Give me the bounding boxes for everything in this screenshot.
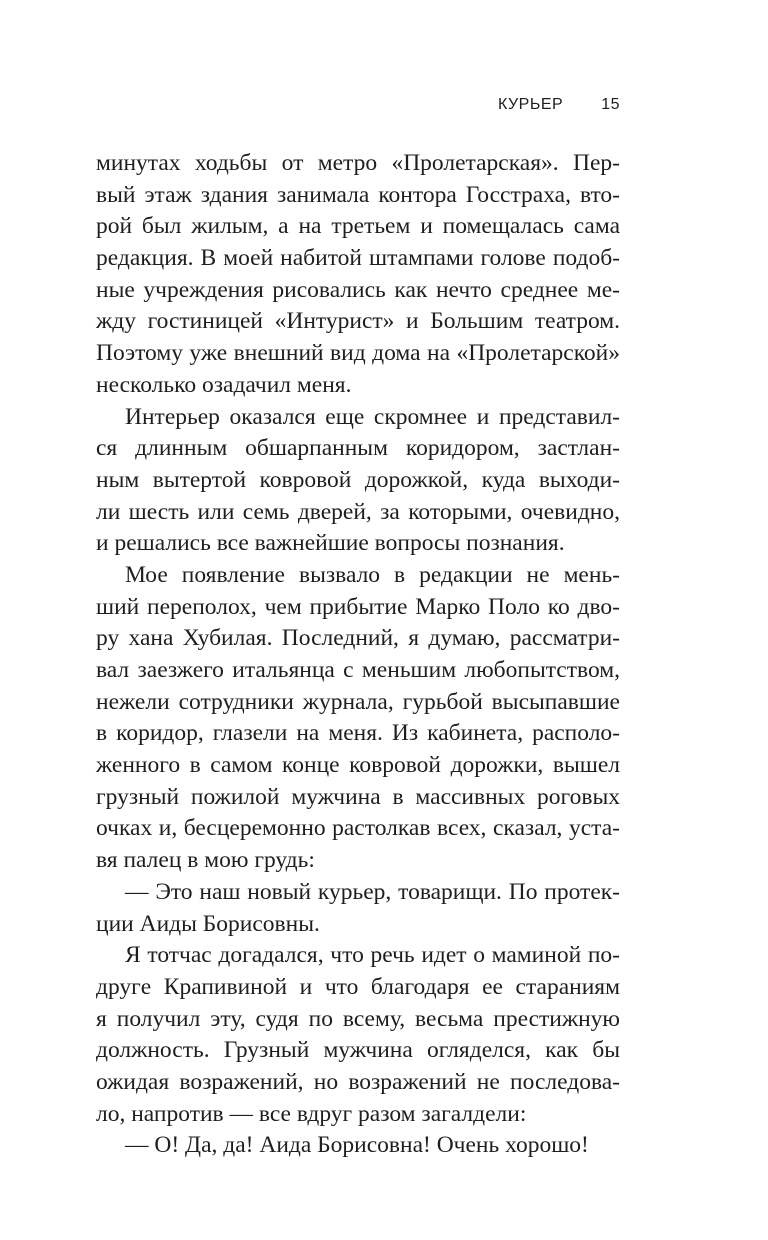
text-line: ожидая возражений, но возражений не последова- bbox=[96, 1068, 620, 1095]
text-line: другe Крапивиной и что благодаря ее стараниям bbox=[96, 973, 620, 1000]
running-header bbox=[498, 96, 620, 114]
text-line: — О! Да, да! Аида Борисовна! Очень хорошо! bbox=[125, 1132, 589, 1159]
text-line: жду гостиницей «Интурист» и Большим театром. bbox=[96, 308, 620, 335]
text-line: должность. Грузный мужчина огляделся, как бы bbox=[96, 1037, 620, 1064]
paragraph-2 bbox=[96, 402, 620, 560]
text-line: минутах ходьбы от метро «Пролетарская». Пер- bbox=[96, 150, 620, 176]
text-line: Я тотчас догадался, что речь идет о маминой по- bbox=[125, 942, 620, 969]
text-line: ные учреждения рисовались как нечто среднее ме- bbox=[96, 276, 620, 303]
text-line: женного в самом конце ковровой дорожки, вышел bbox=[96, 752, 620, 779]
text-line: редакция. В моей набитой штампами голове подоб- bbox=[96, 245, 620, 272]
text-line: несколько озадачил меня. bbox=[96, 371, 352, 398]
text-line: рой был жилым, а на третьем и помещалась сама bbox=[96, 213, 620, 240]
text-line: я получил эту, судя по всему, весьма престижную bbox=[96, 1005, 620, 1032]
text-line: нежели сотрудники журнала, гурьбой высыпавшие bbox=[96, 688, 620, 715]
text-line: очках и, бесцеремонно растолкав всех, сказал, уста- bbox=[96, 815, 620, 842]
paragraph-1 bbox=[96, 148, 620, 402]
text-line: вал заезжего итальянца с меньшим любопытством, bbox=[96, 657, 620, 683]
text-line: — Это наш новый курьер, товарищи. По протек- bbox=[125, 878, 620, 905]
text-line: ции Аиды Борисовны. bbox=[96, 910, 320, 937]
text-line: грузный пожилой мужчина в массивных роговых bbox=[96, 783, 620, 810]
text-line: Мое появление вызвало в редакции не мень- bbox=[125, 561, 620, 588]
paragraph-4 bbox=[96, 877, 620, 940]
paragraph-6 bbox=[96, 1130, 620, 1162]
body-text bbox=[96, 148, 620, 1162]
text-line: ло, напротив — все вдруг разом загалдели: bbox=[96, 1100, 527, 1127]
running-title: КУРЬЕР bbox=[498, 96, 564, 113]
page-number: 15 bbox=[601, 96, 620, 113]
text-line: ший переполох, чем прибытие Марко Поло ко дво- bbox=[96, 593, 620, 620]
text-line: ли шесть или семь дверей, за которыми, очевидно, bbox=[96, 498, 620, 525]
text-line: и решались все важнейшие вопросы познания. bbox=[96, 530, 565, 557]
text-line: ным вытертой ковровой дорожкой, куда выходи- bbox=[96, 466, 620, 493]
text-line: вя палец в мою грудь: bbox=[96, 847, 315, 874]
text-line: ру хана Хубилая. Последний, я думаю, рассматри- bbox=[96, 625, 620, 652]
text-line: в коридор, глазели на меня. Из кабинета, располо- bbox=[96, 720, 620, 747]
paragraph-3 bbox=[96, 560, 620, 877]
text-line: ся длинным обшарпанным коридором, застлан- bbox=[96, 435, 620, 462]
paragraph-5 bbox=[96, 940, 620, 1130]
text-line: Поэтому уже внешний вид дома на «Пролетарской» bbox=[96, 340, 620, 367]
text-line: вый этаж здания занимала контора Госстраха, вто- bbox=[96, 181, 620, 208]
text-line: Интерьер оказался еще скромнее и представил- bbox=[125, 403, 620, 430]
